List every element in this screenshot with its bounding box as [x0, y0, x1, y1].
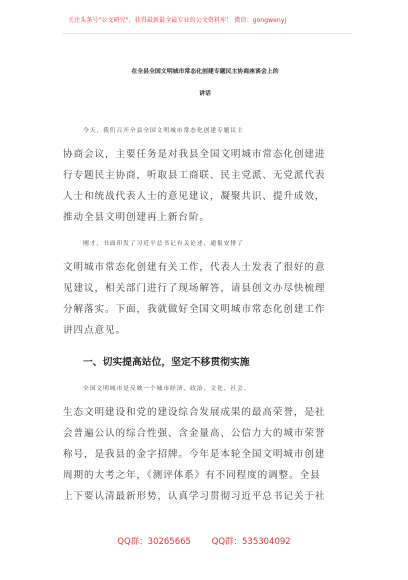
header-divider	[62, 33, 352, 34]
section-heading: 一、切实提高站位，坚定不移贯彻实施	[83, 357, 250, 368]
document-title-line-2: 讲话	[199, 91, 211, 97]
footer-contact	[0, 535, 408, 547]
paragraph-3-line-1: 全国文明城市是反映一个城市经济、政治、文化、社会、	[83, 386, 251, 392]
paragraph-2-line-5: 讲四点意见。	[63, 325, 126, 336]
header-notice: 关注头条号"公文研究"，获得最新最全最专业的公文资料库！ 微信：gongwenyj	[68, 17, 287, 24]
paragraph-1-line-3: 行专题民主协商，听取县工商联、民主党派、无党派代表	[63, 170, 326, 181]
paragraph-2-line-3: 见建议，相关部门进行了现场解答，请县创文办尽快梳理	[63, 283, 326, 294]
paragraph-3-line-6: 上下要认清最新形势，认真学习贯彻习近平总书记关于社	[63, 491, 326, 502]
paragraph-3-line-5: 周期的大考之年，《测评体系》有不同程度的调整。全县	[63, 470, 321, 481]
paragraph-3-line-4: 称号，是我县的金字招牌。今年是本轮全国文明城市创建	[63, 449, 326, 460]
footer-qq-group-1: QQ群：30265665	[117, 537, 191, 547]
paragraph-3-line-2: 生态文明建设和党的建设综合发展成果的最高荣誉，是社	[63, 407, 326, 418]
paragraph-1-line-2: 协商会议，主要任务是对我县全国文明城市常态化创建进	[63, 149, 326, 160]
paragraph-2-line-4: 分解落实。下面，我就做好全国文明城市常态化创建工作	[63, 304, 326, 315]
paragraph-3-line-3: 会普遍公认的综合性强、含金量高、公信力大的城市荣誉	[63, 428, 326, 439]
paragraph-1-line-4: 人士和统战代表人士的意见建议，凝聚共识、提升成效，	[63, 191, 326, 202]
paragraph-1-line-5: 推动全县文明创建再上新台阶。	[63, 212, 210, 223]
footer-qq-group-2: QQ群：535304092	[211, 537, 291, 547]
paragraph-2-line-2: 文明城市常态化创建有关工作，代表人士发表了很好的意	[63, 262, 326, 273]
document-title-line-1: 在全县全国文明城市常态化创建专题民主协商座谈会上的	[131, 69, 279, 75]
paragraph-1-line-1: 今天，我们召开全县全国文明城市常态化创建专题民主	[83, 128, 244, 134]
paragraph-2-line-1: 刚才，书面印发了习近平总书记有关论述，通报安排了	[83, 241, 244, 247]
